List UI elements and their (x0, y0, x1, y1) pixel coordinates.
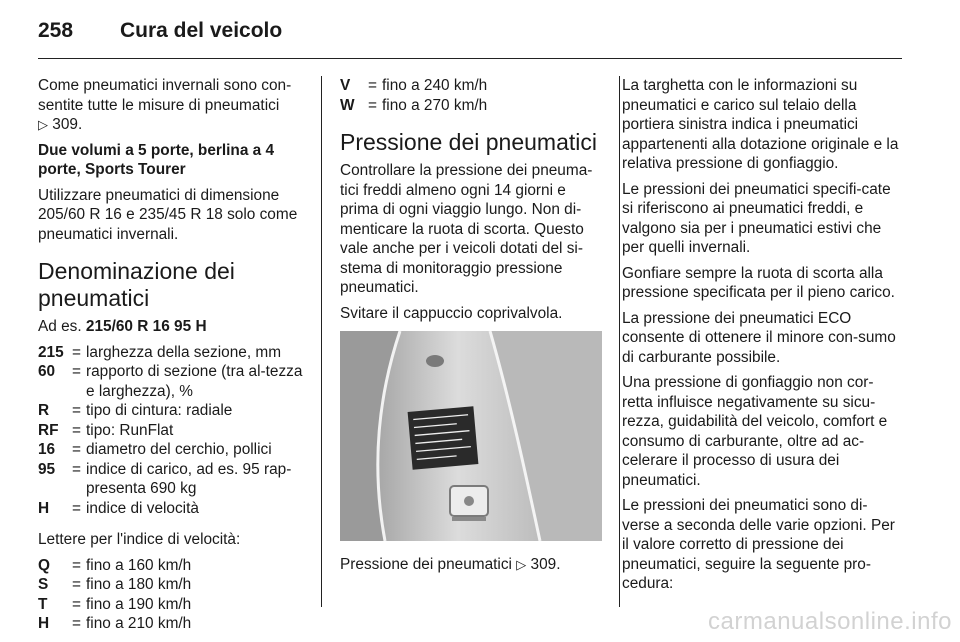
figure-caption: Pressione dei pneumatici ▷ 309. (340, 556, 561, 573)
definition-row: 95 = indice di carico, ad es. 95 rap-presenta 690 kg (38, 460, 292, 497)
section-heading-pressione: Pressione dei pneumatici (340, 129, 597, 155)
incorrect-pressure-paragraph: Una pressione di gonfiaggio non cor-retta influisce negativamente su sicu-rezza, guidabilità del veicolo, comfort e consumo di carburante, oltre ad ac-celerare il processo di usura dei pneumatici. (622, 374, 888, 489)
definition-row: 60 = rapporto di sezione (tra al-tezza e larghezza), % (38, 363, 303, 400)
speed-row: V = fino a 240 km/h (340, 77, 488, 94)
spare-wheel-paragraph: Gonfiare sempre la ruota di scorta alla pressione specificata per il pieno carico. (622, 264, 895, 301)
column-2 (340, 76, 606, 581)
tyre-size-paragraph: Utilizzare pneumatici di dimensione 205/60 R 16 e 235/45 R 18 solo come pneumatici invernali. (38, 186, 298, 243)
page-ref-link[interactable]: 309. (530, 556, 561, 573)
header-divider (38, 58, 902, 59)
model-subheading: Due volumi a 5 porte, berlina a 4 porte, Sports Tourer (38, 141, 275, 178)
page-number: 258 (38, 19, 74, 42)
definition-row: H = indice di velocità (38, 499, 199, 517)
section-heading-denominazione: Denominazione dei pneumatici (38, 258, 235, 311)
speed-row: W = fino a 270 km/h (340, 96, 488, 114)
definition-row: 16 = diametro del cerchio, pollici (38, 441, 272, 458)
label-info-paragraph: La targhetta con le informazioni su pneumatici e carico sul telaio della portiera sinistra indica i pneumatici appartenenti alla dotazione originale e la relativa pressione di gonfiaggio. (622, 77, 899, 172)
cold-pressure-paragraph: Le pressioni dei pneumatici specifi-cate si riferiscono ai pneumatici freddi, e valgono sia per i pneumatici estivi che per quelli invernali. (622, 180, 891, 256)
column-3 (622, 76, 904, 600)
page-title: Cura del veicolo (120, 19, 283, 42)
pressure-check-paragraph: Controllare la pressione dei pneuma-tici freddi almeno ogni 14 giorni e prima di ogni viaggio lungo. Non di-menticare la ruota di scorta. Questo vale anche per i veicoli dotati del si-stema di monitoraggio pressione pneumatici. (340, 162, 593, 296)
tyre-code-definitions (38, 343, 306, 519)
door-pillar-illustration (340, 331, 602, 541)
example-value: 215/60 R 16 95 H (85, 318, 207, 335)
watermark: carmanualsonline.info (708, 608, 952, 635)
column-1 (38, 76, 306, 640)
page-header (0, 0, 960, 56)
definition-row: RF = tipo: RunFlat (38, 421, 174, 439)
speed-index-intro: Lettere per l'indice di velocità: (38, 531, 241, 548)
speed-row: Q = fino a 160 km/h (38, 556, 192, 574)
column-divider-2 (619, 76, 620, 607)
speed-index-list (38, 556, 306, 634)
page-ref-link[interactable]: 309. (52, 116, 83, 133)
page-ref-icon: ▷ (38, 117, 48, 132)
definition-row: 215 = larghezza della sezione, mm (38, 343, 282, 361)
speed-row: T = fino a 190 km/h (38, 595, 192, 613)
options-pressure-paragraph: Le pressioni dei pneumatici sono di-verse a seconda delle varie opzioni. Per il valore corretto di pressione dei pneumatici, seguire la seguente pro-cedura: (622, 497, 895, 592)
definition-row: R = tipo di cintura: radiale (38, 402, 233, 419)
valve-cap-paragraph: Svitare il cappuccio coprivalvola. (340, 304, 563, 322)
column-divider-1 (321, 76, 322, 607)
eco-pressure-paragraph: La pressione dei pneumatici ECO consente di ottenere il minore con-sumo di carburante possibile. (622, 309, 896, 366)
speed-row: H = fino a 210 km/h (38, 615, 192, 632)
tyre-pressure-label-figure (340, 331, 602, 541)
speed-index-list-continued (340, 76, 606, 115)
speed-row: S = fino a 180 km/h (38, 576, 192, 593)
winter-tyres-paragraph: Come pneumatici invernali sono con-sentite tutte le misure di pneumatici ▷ 309. (38, 77, 292, 133)
page-ref-icon: ▷ (516, 557, 527, 572)
example-line: Ad es. 215/60 R 16 95 H (38, 318, 207, 335)
